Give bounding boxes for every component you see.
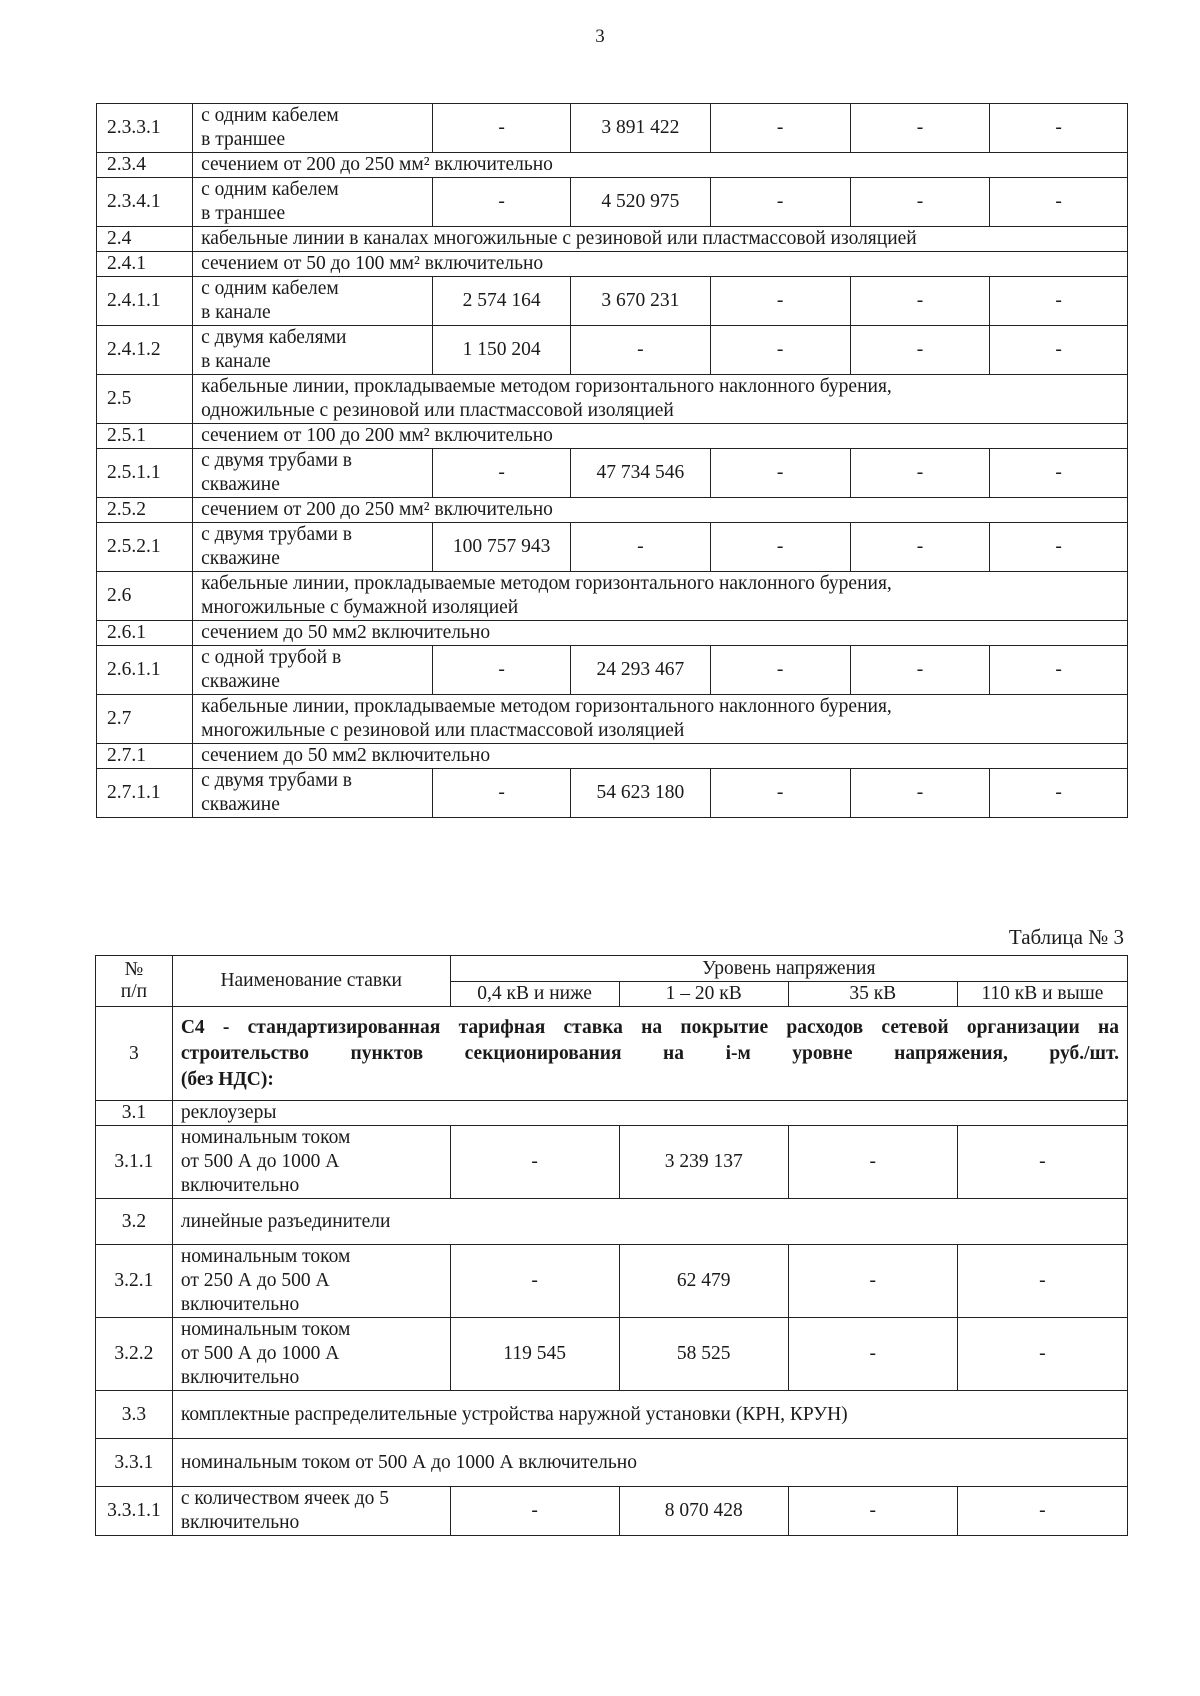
row-value: 3 670 231: [570, 277, 710, 326]
row-value: -: [957, 1245, 1127, 1318]
row-name: [193, 449, 433, 498]
row-name-line: с количеством ячеек до 5: [180, 1488, 390, 1509]
row-value: -: [990, 646, 1128, 695]
table-row: [97, 695, 1128, 744]
row-name-line: включительно: [180, 1512, 300, 1533]
row-value: 100 757 943: [433, 523, 571, 572]
row-title: комплектные распределительные устройства наружной установки (КРН, КРУН): [172, 1391, 1127, 1439]
row-value: 4 520 975: [570, 178, 710, 227]
row-title-line: кабельные линии, прокладываемые методом горизонтального наклонного бурения,: [201, 573, 892, 594]
row-value: 2 574 164: [433, 277, 571, 326]
row-title: [193, 375, 1128, 424]
row-value: -: [570, 326, 710, 375]
row-name-line: включительно: [180, 1175, 300, 1196]
row-title: сечением от 100 до 200 мм² включительно: [193, 424, 1128, 449]
row-value: -: [450, 1487, 619, 1536]
row-value: -: [788, 1126, 957, 1199]
row-code: 3.2: [96, 1199, 173, 1245]
row-value: -: [710, 326, 850, 375]
row-name: [193, 178, 433, 227]
table-row: [97, 498, 1128, 523]
row-value: -: [990, 277, 1128, 326]
row-value: -: [850, 769, 990, 818]
row-name-line: с двумя трубами в: [201, 450, 352, 471]
row-value: -: [433, 769, 571, 818]
row-name-line: скважине: [201, 474, 280, 495]
table-row: [96, 1487, 1128, 1536]
row-code: 3.3.1: [96, 1439, 173, 1487]
row-name-line: в канале: [201, 351, 271, 372]
table-row: [96, 1126, 1128, 1199]
row-name-line: номинальным током: [180, 1319, 351, 1340]
row-value: -: [850, 326, 990, 375]
row-value: 58 525: [619, 1318, 788, 1391]
table-row: [97, 621, 1128, 646]
row-name-line: в канале: [201, 302, 271, 323]
row-code: 2.4.1.1: [97, 277, 193, 326]
row-name: [193, 104, 433, 153]
row-name-line: с одним кабелем: [201, 278, 339, 299]
row-code: 2.5.1.1: [97, 449, 193, 498]
row-code: 2.5.2: [97, 498, 193, 523]
row-value: -: [710, 449, 850, 498]
row-code: 2.4.1.2: [97, 326, 193, 375]
row-code: 2.3.4.1: [97, 178, 193, 227]
table-row: [96, 1318, 1128, 1391]
row-value: -: [710, 769, 850, 818]
row-title: [193, 572, 1128, 621]
row-value: -: [990, 178, 1128, 227]
row-value: -: [850, 449, 990, 498]
page-number: 3: [595, 26, 605, 47]
row-name-line: с одним кабелем: [201, 179, 339, 200]
row-value: -: [850, 104, 990, 153]
row-code: 3.1.1: [96, 1126, 173, 1199]
row-code: 2.6: [97, 572, 193, 621]
row-value: 3 891 422: [570, 104, 710, 153]
row-name-line: скважине: [201, 548, 280, 569]
table-row: [97, 252, 1128, 277]
row-name: [193, 277, 433, 326]
section-code: 3: [96, 1007, 173, 1101]
row-name-line: с одним кабелем: [201, 105, 339, 126]
row-name-line: от 250 А до 500 А: [180, 1270, 330, 1291]
cable-lines-table: [96, 103, 1128, 818]
row-name: [193, 646, 433, 695]
row-name-line: в траншее: [201, 203, 286, 224]
row-value: -: [990, 449, 1128, 498]
row-title-line: кабельные линии, прокладываемые методом горизонтального наклонного бурения,: [201, 376, 892, 397]
row-name-line: включительно: [180, 1367, 300, 1388]
header-level: 1 – 20 кВ: [619, 982, 788, 1007]
row-name-line: от 500 А до 1000 А: [180, 1151, 340, 1172]
row-code: 2.3.3.1: [97, 104, 193, 153]
row-title-line: одножильные с резиновой или пластмассовой изоляцией: [201, 400, 674, 421]
row-name-line: с двумя кабелями: [201, 327, 347, 348]
table-row: [97, 744, 1128, 769]
row-value: -: [990, 326, 1128, 375]
row-title-line: многожильные с резиновой или пластмассовой изоляцией: [201, 720, 685, 741]
row-name-line: с одной трубой в: [201, 647, 342, 668]
header-level: 35 кВ: [788, 982, 957, 1007]
row-code: 3.3.1.1: [96, 1487, 173, 1536]
row-value: -: [433, 178, 571, 227]
table-row: [97, 646, 1128, 695]
table-row: [96, 1245, 1128, 1318]
row-value: 119 545: [450, 1318, 619, 1391]
row-value: -: [450, 1245, 619, 1318]
row-value: -: [710, 277, 850, 326]
row-title: сечением от 200 до 250 мм² включительно: [193, 498, 1128, 523]
row-value: -: [433, 646, 571, 695]
table-row: [97, 523, 1128, 572]
row-code: 2.4: [97, 227, 193, 252]
row-value: -: [850, 646, 990, 695]
header-number: № п/п: [96, 956, 173, 1007]
header-level: 110 кВ и выше: [957, 982, 1127, 1007]
row-name: [172, 1487, 450, 1536]
row-value: 24 293 467: [570, 646, 710, 695]
row-name: [193, 769, 433, 818]
row-name-line: скважине: [201, 794, 280, 815]
row-code: 3.1: [96, 1101, 173, 1126]
row-name-line: в траншее: [201, 129, 286, 150]
table-row: [97, 449, 1128, 498]
table-row: [97, 178, 1128, 227]
table-row: [97, 227, 1128, 252]
row-code: 3.3: [96, 1391, 173, 1439]
row-value: -: [710, 646, 850, 695]
row-value: -: [990, 769, 1128, 818]
table-row: [97, 153, 1128, 178]
row-name-line: с двумя трубами в: [201, 770, 352, 791]
row-value: -: [990, 104, 1128, 153]
table-row: [97, 104, 1128, 153]
row-value: -: [957, 1126, 1127, 1199]
table-row: [97, 769, 1128, 818]
row-name: [172, 1318, 450, 1391]
row-code: 2.7.1: [97, 744, 193, 769]
row-name: [172, 1245, 450, 1318]
section-title: [172, 1007, 1127, 1101]
row-code: 2.5: [97, 375, 193, 424]
table-row: [97, 424, 1128, 449]
row-title-line: многожильные с бумажной изоляцией: [201, 597, 519, 618]
row-title: сечением до 50 мм2 включительно: [193, 621, 1128, 646]
row-value: 8 070 428: [619, 1487, 788, 1536]
row-code: 3.2.2: [96, 1318, 173, 1391]
row-value: -: [957, 1318, 1127, 1391]
row-value: -: [710, 523, 850, 572]
row-name-line: от 500 А до 1000 А: [180, 1343, 340, 1364]
section-title-line: (без НДС):: [180, 1069, 274, 1090]
table-row: [96, 1101, 1128, 1126]
row-name-line: с двумя трубами в: [201, 524, 352, 545]
row-title-line: кабельные линии, прокладываемые методом горизонтального наклонного бурения,: [201, 696, 892, 717]
table-3: [95, 955, 1128, 1536]
section-title-line: С4 - стандартизированная тарифная ставка на покрытие расходов сетевой организации на: [180, 1017, 1119, 1038]
row-value: -: [450, 1126, 619, 1199]
row-value: -: [788, 1245, 957, 1318]
row-title: сечением от 200 до 250 мм² включительно: [193, 153, 1128, 178]
row-value: 47 734 546: [570, 449, 710, 498]
row-code: 2.7.1.1: [97, 769, 193, 818]
row-title: линейные разъединители: [172, 1199, 1127, 1245]
row-value: -: [433, 449, 571, 498]
row-value: -: [788, 1487, 957, 1536]
table-row: [97, 277, 1128, 326]
row-value: -: [957, 1487, 1127, 1536]
table-row: [97, 375, 1128, 424]
row-value: -: [850, 277, 990, 326]
header-rate-name: Наименование ставки: [172, 956, 450, 1007]
row-title: номинальным током от 500 А до 1000 А включительно: [172, 1439, 1127, 1487]
row-code: 2.6.1.1: [97, 646, 193, 695]
row-name-line: включительно: [180, 1294, 300, 1315]
table-row: [97, 326, 1128, 375]
row-title: реклоузеры: [172, 1101, 1127, 1126]
row-code: 2.5.2.1: [97, 523, 193, 572]
row-name: [193, 523, 433, 572]
row-code: 2.7: [97, 695, 193, 744]
row-value: 3 239 137: [619, 1126, 788, 1199]
table-row: [96, 1199, 1128, 1245]
row-name: [193, 326, 433, 375]
table-caption: Таблица № 3: [1008, 925, 1124, 949]
row-name: [172, 1126, 450, 1199]
row-value: -: [788, 1318, 957, 1391]
row-code: 2.4.1: [97, 252, 193, 277]
header-voltage-level: Уровень напряжения: [450, 956, 1127, 982]
row-value: -: [990, 523, 1128, 572]
row-value: -: [850, 523, 990, 572]
table-row: [97, 572, 1128, 621]
row-code: 2.6.1: [97, 621, 193, 646]
row-value: -: [710, 104, 850, 153]
row-name-line: номинальным током: [180, 1127, 351, 1148]
row-value: -: [710, 178, 850, 227]
row-title: [193, 695, 1128, 744]
row-value: -: [850, 178, 990, 227]
row-code: 3.2.1: [96, 1245, 173, 1318]
header-level: 0,4 кВ и ниже: [450, 982, 619, 1007]
row-value: -: [570, 523, 710, 572]
row-name-line: скважине: [201, 671, 280, 692]
table-row: [96, 1439, 1128, 1487]
row-code: 2.5.1: [97, 424, 193, 449]
row-value: 62 479: [619, 1245, 788, 1318]
section-title-line: строительство пунктов секционирования на i-м уровне напряжения, руб./шт.: [180, 1043, 1119, 1064]
row-value: -: [433, 104, 571, 153]
row-value: 1 150 204: [433, 326, 571, 375]
row-title: сечением до 50 мм2 включительно: [193, 744, 1128, 769]
row-name-line: номинальным током: [180, 1246, 351, 1267]
row-title: кабельные линии в каналах многожильные с резиновой или пластмассовой изоляцией: [193, 227, 1128, 252]
row-code: 2.3.4: [97, 153, 193, 178]
row-value: 54 623 180: [570, 769, 710, 818]
table-row: [96, 1391, 1128, 1439]
row-title: сечением от 50 до 100 мм² включительно: [193, 252, 1128, 277]
